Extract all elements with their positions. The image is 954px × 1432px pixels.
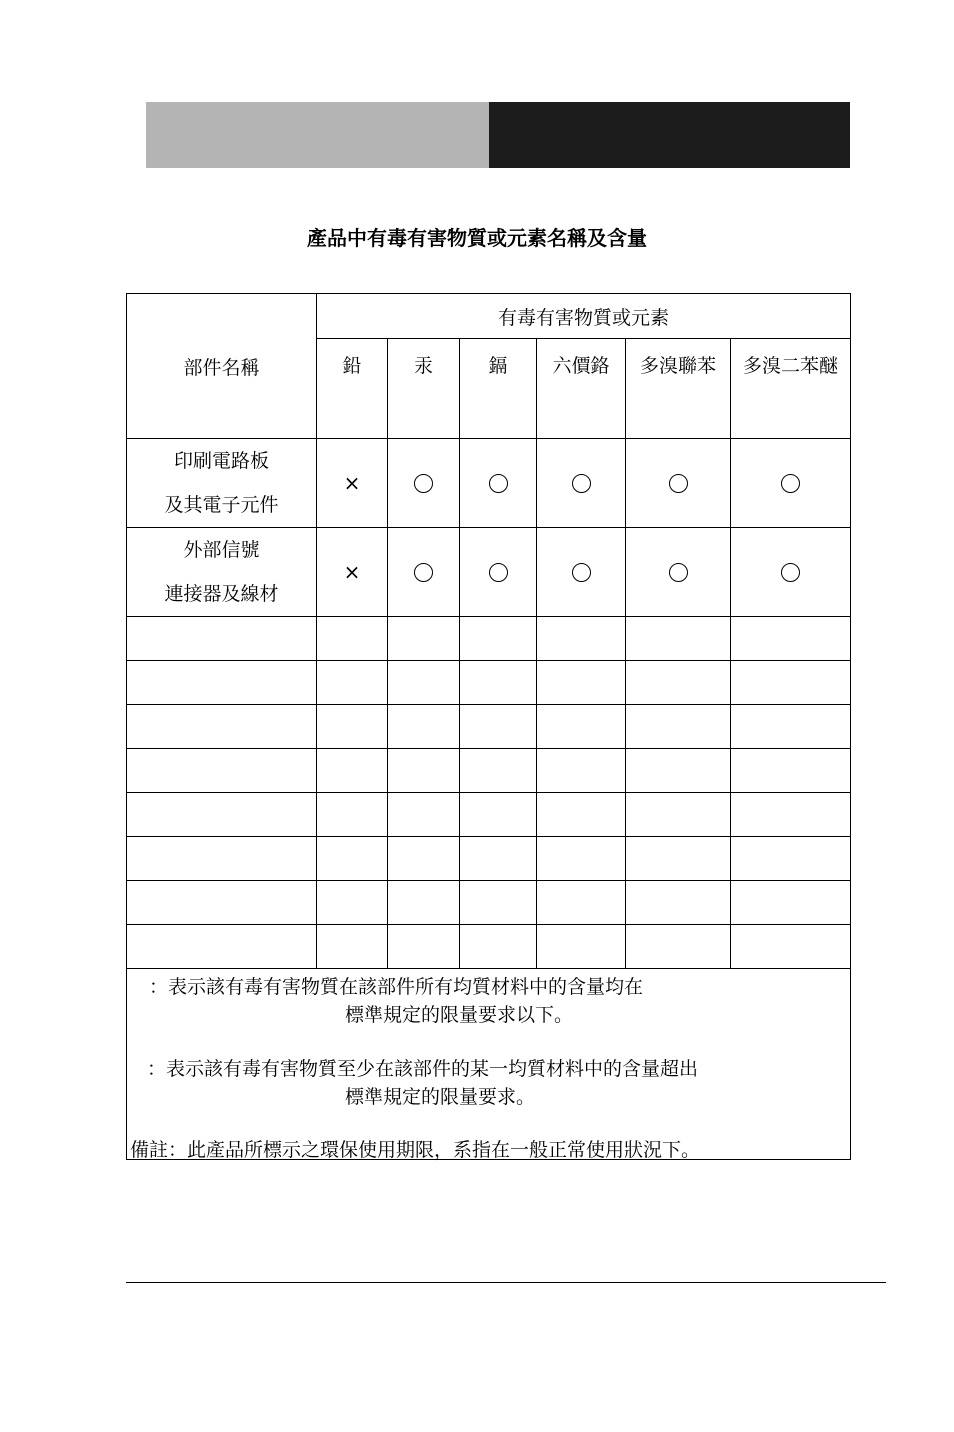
compliant-note-line2: 標準規定的限量要求以下。 <box>345 1004 574 1026</box>
compliant-circle-icon <box>414 563 433 582</box>
part-name-header: 部件名稱 <box>127 294 317 439</box>
header-bar-left <box>146 102 489 168</box>
compliant-circle-icon <box>414 474 433 493</box>
header-bar-right <box>489 102 850 168</box>
compliant-circle-icon <box>781 474 800 493</box>
exceeds-mark: × <box>343 471 361 495</box>
empty-table-row <box>127 881 851 925</box>
hazardous-substance-table <box>126 293 851 1160</box>
part-name-line: 印刷電路板 <box>173 450 269 472</box>
substance-cadmium-header: 鎘 <box>460 339 537 439</box>
page-title: 產品中有毒有害物質或元素名稱及含量 <box>307 226 647 250</box>
compliant-circle-icon <box>572 563 591 582</box>
compliant-circle-icon <box>669 563 688 582</box>
empty-table-row <box>127 749 851 793</box>
empty-table-row <box>127 925 851 969</box>
table-row <box>127 528 851 617</box>
substance-lead-header: 鉛 <box>317 339 388 439</box>
empty-table-row <box>127 837 851 881</box>
part-name-line: 連接器及線材 <box>164 583 279 605</box>
substance-pbb-header: 多溴聯苯 <box>626 339 731 439</box>
part-name-cell <box>127 528 317 617</box>
compliant-circle-icon <box>489 563 508 582</box>
substance-group-header: 有毒有害物質或元素 <box>317 294 851 339</box>
part-name-line: 及其電子元件 <box>164 494 279 516</box>
empty-table-row <box>127 661 851 705</box>
substance-mercury-header: 汞 <box>388 339 460 439</box>
empty-table-row <box>127 617 851 661</box>
compliant-circle-icon <box>572 474 591 493</box>
part-name-line: 外部信號 <box>183 539 260 561</box>
compliant-circle-icon <box>781 563 800 582</box>
table-row <box>127 439 851 528</box>
exceeds-mark: × <box>343 560 361 584</box>
part-name-cell <box>127 439 317 528</box>
remark-note: 備註：此產品所標示之環保使用期限，系指在一般正常使用狀況下。 <box>130 1139 701 1161</box>
compliant-note-line1: ：表示該有毒有害物質在該部件所有均質材料中的含量均在 <box>149 976 644 998</box>
empty-table-row <box>127 793 851 837</box>
empty-table-row <box>127 705 851 749</box>
footer-divider <box>126 1282 886 1283</box>
exceeds-note-line1: ：表示該有毒有害物質至少在該部件的某一均質材料中的含量超出 <box>147 1058 699 1080</box>
exceeds-note-line2: 標準規定的限量要求。 <box>345 1086 536 1108</box>
notes-cell <box>127 969 851 1160</box>
compliant-circle-icon <box>489 474 508 493</box>
substance-chromium-header: 六價鉻 <box>537 339 626 439</box>
substance-pbde-header: 多溴二苯醚 <box>731 339 851 439</box>
compliant-circle-icon <box>669 474 688 493</box>
